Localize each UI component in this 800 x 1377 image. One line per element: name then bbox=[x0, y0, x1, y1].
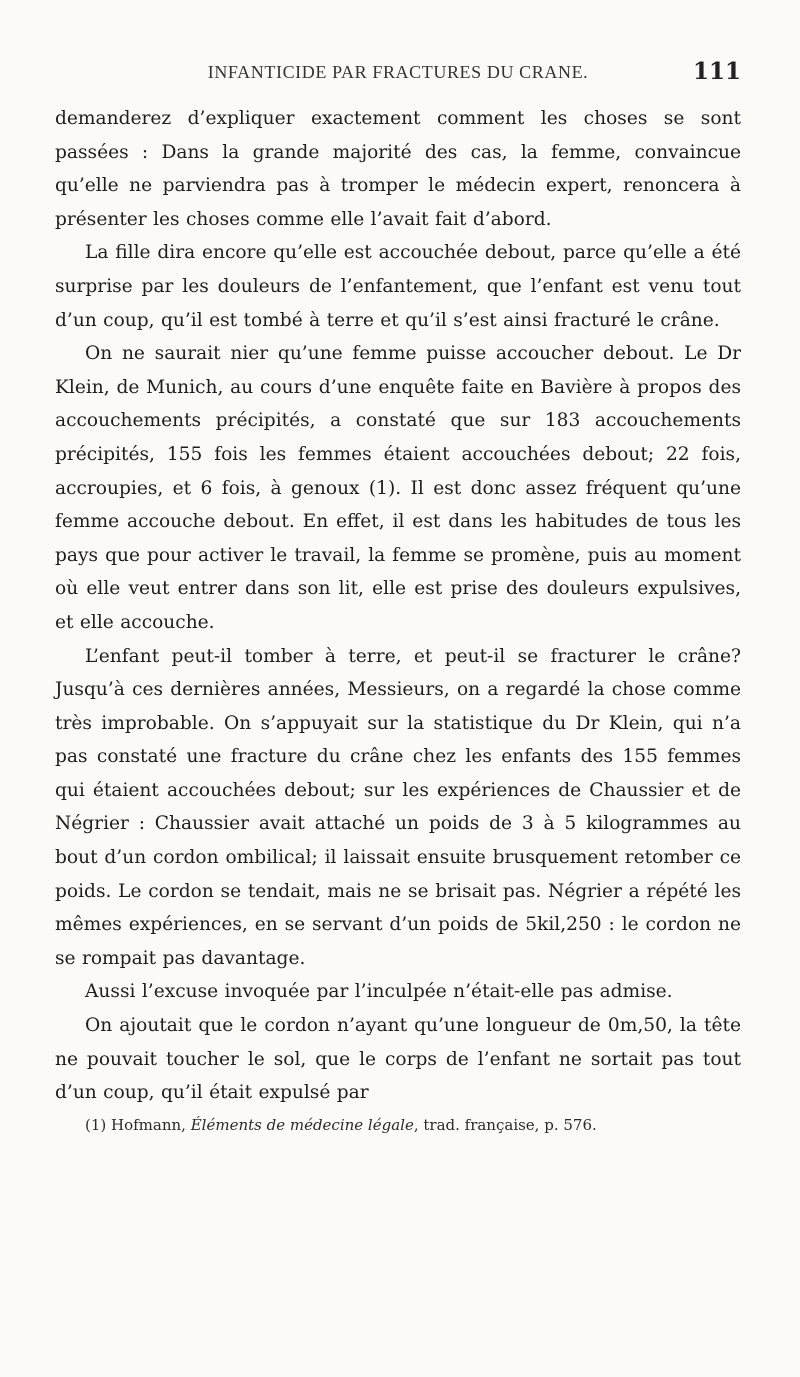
running-head bbox=[55, 58, 741, 98]
footnote bbox=[55, 1112, 741, 1138]
body-text bbox=[55, 102, 741, 1110]
footnote-reference: (1) Hofmann, bbox=[85, 1115, 186, 1134]
paragraph: La fille dira encore qu’elle est accouchée debout, parce qu’elle a été surprise par les douleurs de l’enfantement, que l’enfant est venu tout d’un coup, qu’il est tombé à terre et qu’il s’est ainsi fracturé le crâne. bbox=[55, 242, 741, 331]
book-page bbox=[55, 58, 741, 1138]
paragraph: On ne saurait nier qu’une femme puisse accoucher debout. Le Dr Klein, de Munich, au cours d’une enquête faite en Bavière à propos des accouchements précipités, a constaté que sur 183 accouchements précipités, 155 fois les femmes étaient accouchées debout; 22 fois, accroupies, et 6 fois, à genoux (1). Il est donc assez fréquent qu’une femme accouche debout. En effet, il est dans les habitudes de tous les pays que pour activer le travail, la femme se promène, puis au moment où elle veut entrer dans son lit, elle est prise des douleurs expulsives, et elle accouche. bbox=[55, 343, 741, 633]
paragraph: On ajoutait que le cordon n’ayant qu’une longueur de 0m,50, la tête ne pouvait toucher le sol, que le corps de l’enfant ne sortait pas tout d’un coup, qu’il était expulsé par bbox=[55, 1015, 741, 1104]
footnote-details: , trad. française, p. 576. bbox=[413, 1115, 597, 1134]
running-head-title: INFANTICIDE PAR FRACTURES DU CRANE. bbox=[207, 62, 589, 82]
paragraph: Aussi l’excuse invoquée par l’inculpée n’était-elle pas admise. bbox=[85, 981, 673, 1003]
footnote-work-title: Éléments de médecine légale bbox=[190, 1115, 414, 1134]
page-number: 111 bbox=[692, 58, 741, 85]
paragraph: L’enfant peut-il tomber à terre, et peut-il se fracturer le crâne? Jusqu’à ces dernières années, Messieurs, on a regardé la chose comme très improbable. On s’appuyait sur la statistique du Dr Klein, qui n’a pas constaté une fracture du crâne chez les enfants des 155 femmes qui étaient accouchées debout; sur les expériences de Chaussier et de Négrier : Chaussier avait attaché un poids de 3 à 5 kilogrammes au bout d’un cordon ombilical; il laissait ensuite brusquement retomber ce poids. Le cordon se tendait, mais ne se brisait pas. Négrier a répété les mêmes expériences, en se servant d’un poids de 5kil,250 : le cordon ne se rompait pas davantage. bbox=[55, 645, 741, 969]
paragraph-continued: demanderez d’expliquer exactement comment les choses se sont passées : Dans la grande majorité des cas, la femme, convaincue qu’elle ne parviendra pas à tromper le médecin expert, renoncera à présenter les choses comme elle l’avait fait d’abord. bbox=[55, 108, 741, 230]
